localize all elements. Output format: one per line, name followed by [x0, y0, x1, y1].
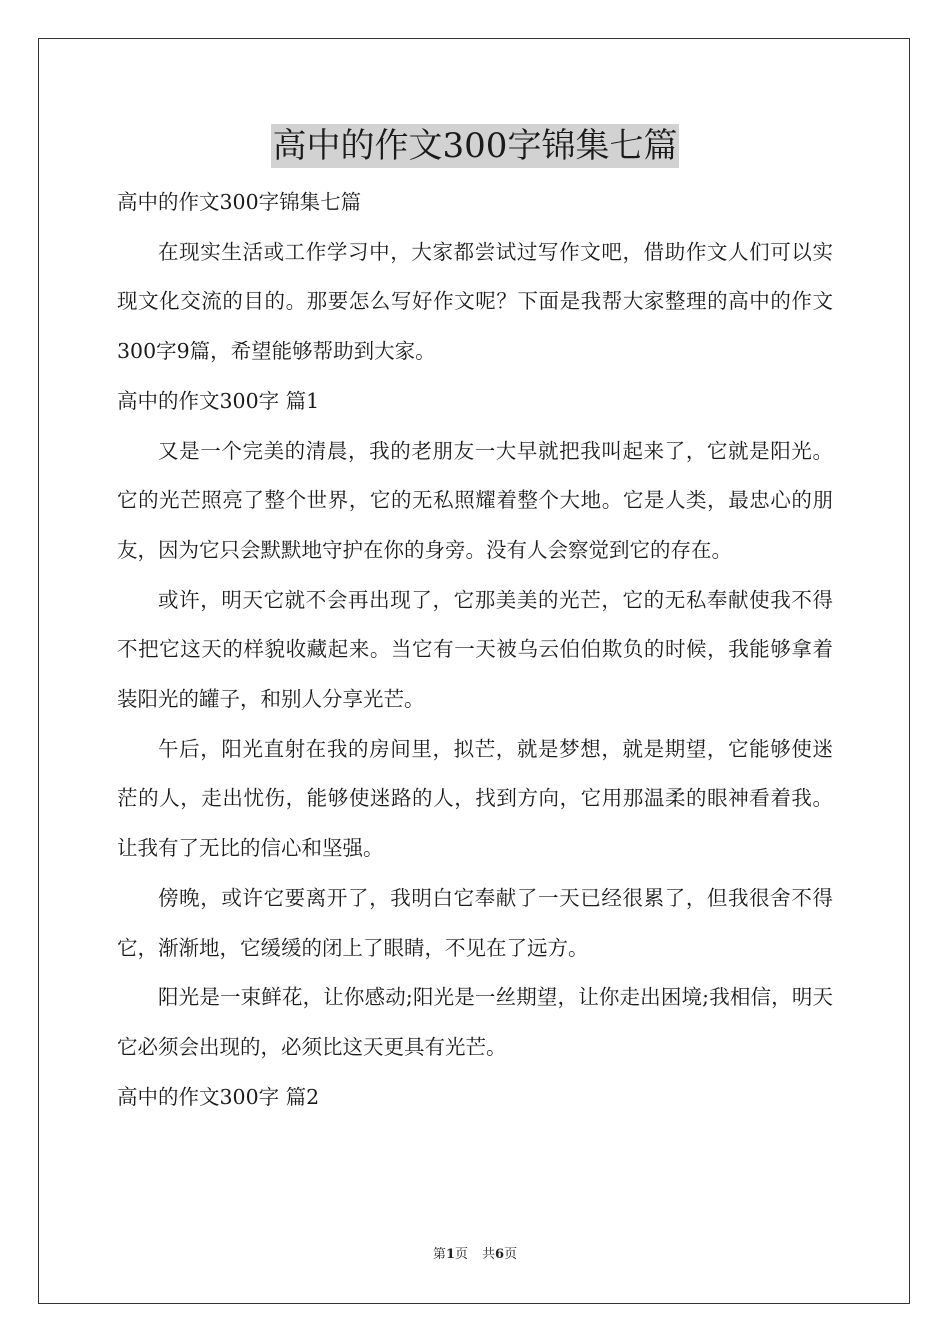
total-label-suffix: 页 [504, 1247, 518, 1262]
document-body [117, 178, 833, 1122]
document-title: 高中的作文300字锦集七篇 [272, 126, 678, 166]
current-page-number: 1 [445, 1247, 455, 1262]
body-paragraph: 又是一个完美的清晨，我的老朋友一大早就把我叫起来了，它就是阳光。它的光芒照亮了整个世界，它的无私照耀着整个大地。它是人类，最忠心的朋友，因为它只会默默地守护在你的身旁。没有人会察觉到它的存在。 [117, 438, 833, 562]
section-heading: 高中的作文300字 篇2 [117, 1084, 320, 1109]
page-label-suffix: 页 [454, 1247, 468, 1262]
title-area [0, 124, 950, 168]
total-label-prefix: 共 [482, 1247, 496, 1262]
body-paragraph: 或许，明天它就不会再出现了，它那美美的光芒，它的无私奉献使我不得不把它这天的样貌收藏起来。当它有一天被乌云伯伯欺负的时候，我能够拿着装阳光的罐子，和别人分享光芒。 [117, 587, 833, 712]
body-paragraph: 在现实生活或工作学习中，大家都尝试过写作文吧，借助作文人们可以实现文化交流的目的。那要怎么写好作文呢？下面是我帮大家整理的高中的作文300字9篇，希望能够帮助到大家。 [117, 239, 833, 364]
body-paragraph: 阳光是一束鲜花，让你感动;阳光是一丝期望，让你走出困境;我相信，明天它必须会出现的，必须比这天更具有光芒。 [117, 985, 833, 1059]
page-footer [0, 1246, 950, 1264]
section-heading: 高中的作文300字 篇1 [117, 388, 320, 413]
total-page-number: 6 [495, 1247, 505, 1262]
section-heading: 高中的作文300字锦集七篇 [117, 190, 362, 214]
page-label-prefix: 第 [432, 1247, 446, 1262]
body-paragraph: 傍晚，或许它要离开了，我明白它奉献了一天已经很累了，但我很舍不得它，渐渐地，它缓缓的闭上了眼睛，不见在了远方。 [117, 885, 833, 960]
body-paragraph: 午后，阳光直射在我的房间里，拟芒，就是梦想，就是期望，它能够使迷茫的人，走出忧伤，能够使迷路的人，找到方向，它用那温柔的眼神看着我。让我有了无比的信心和坚强。 [117, 736, 833, 861]
